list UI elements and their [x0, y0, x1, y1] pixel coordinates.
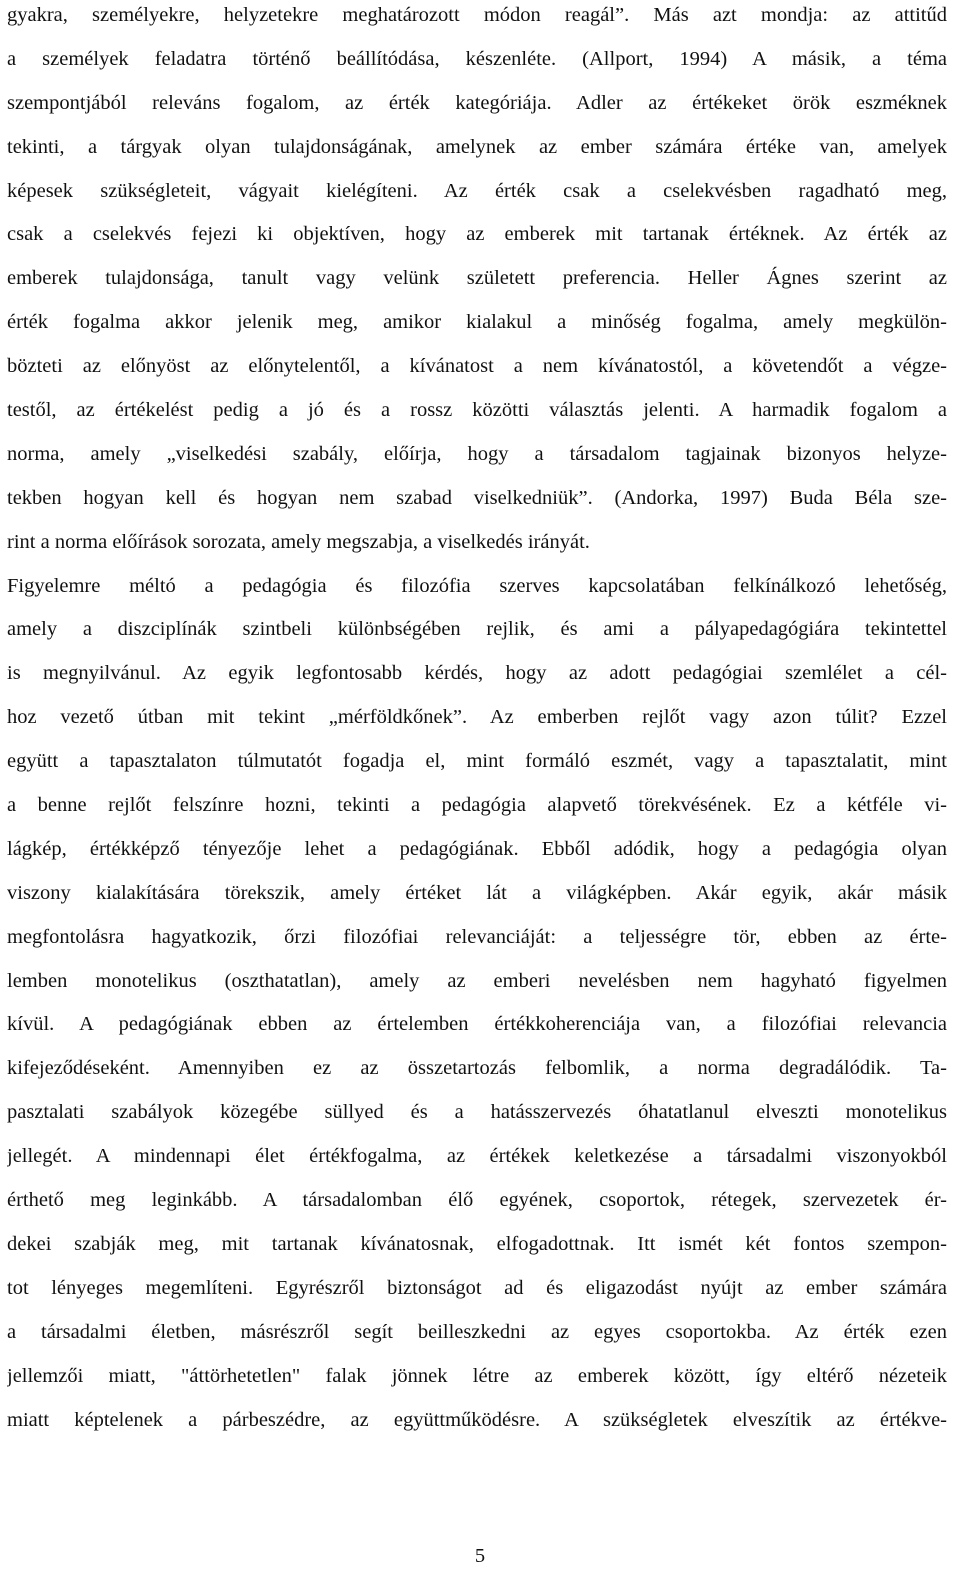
text-line: a társadalmi életben, másrészről segít beilleszkedni az egyes csoportokba. Az érték ezen: [7, 1320, 947, 1343]
text-line: is megnyilvánul. Az egyik legfontosabb kérdés, hogy az adott pedagógiai szemlélet a cél-: [7, 662, 947, 685]
text-line: Figyelemre méltó a pedagógia és filozófia szerves kapcsolatában felkínálkozó lehetőség,: [7, 574, 947, 597]
text-line: együtt a tapasztalaton túlmutatót fogadja el, mint formáló eszmét, vagy a tapasztalatit, mint: [7, 750, 947, 773]
text-line: testől, az értékelést pedig a jó és a rossz közötti választás jelenti. A harmadik fogalom a: [7, 399, 947, 422]
body-text: [7, 0, 947, 1448]
text-line: a benne rejlőt felszínre hozni, tekinti a pedagógia alapvető törekvésének. Ez a kétféle vi-: [7, 794, 947, 817]
text-line: bözteti az előnyöst az előnytelentől, a kívánatost a nem kívánatostól, a követendőt a végze-: [7, 355, 947, 378]
paragraph-2: [7, 571, 947, 1449]
text-line: emberek tulajdonsága, tanult vagy velünk született preferencia. Heller Ágnes szerint az: [7, 267, 947, 290]
text-line: viszony kialakítására törekszik, amely értéket lát a világképben. Akár egyik, akár másik: [7, 881, 947, 904]
text-line: érték fogalma akkor jelenik meg, amikor kialakul a minőség fogalma, amely megkülön-: [7, 311, 947, 334]
page-number: 5: [474, 1545, 486, 1567]
text-line: gyakra, személyekre, helyzetekre meghatározott módon reagál”. Más azt mondja: az attitűd: [7, 4, 947, 26]
text-line: amely a diszciplínák szintbeli különbségében rejlik, és ami a pályapedagógiára tekintettel: [7, 618, 947, 641]
text-line: tekben hogyan kell és hogyan nem szabad viselkedniük”. (Andorka, 1997) Buda Béla sze-: [7, 486, 947, 509]
text-line: rint a norma előírások sorozata, amely megszabja, a viselkedés irányát.: [7, 530, 590, 553]
text-line: lemben monotelikus (oszthatatlan), amely az emberi nevelésben nem hagyható figyelmen: [7, 969, 947, 992]
text-line: képesek szükségleteit, vágyait kielégíteni. Az érték csak a cselekvésben ragadható meg,: [7, 179, 947, 202]
text-line: kifejeződéseként. Amennyiben ez az összetartozás felbomlik, a norma degradálódik. Ta-: [7, 1057, 947, 1080]
text-line: megfontolásra hagyatkozik, őrzi filozófiai relevanciáját: a teljességre tör, ebben az érte-: [7, 925, 947, 948]
text-line: lágkép, értékképző tényezője lehet a pedagógiának. Ebből adódik, hogy a pedagógia olyan: [7, 837, 947, 860]
paragraph-1: [7, 0, 947, 571]
text-line: a személyek feladatra történő beállítódása, készenléte. (Allport, 1994) A másik, a téma: [7, 47, 947, 70]
text-line: szempontjából releváns fogalom, az érték kategóriája. Adler az értékeket örök eszméknek: [7, 91, 947, 114]
text-line: jellemzői miatt, "áttörhetetlen" falak jönnek létre az emberek között, így eltérő nézeteik: [7, 1364, 947, 1387]
text-line: dekei szabják meg, mit tartanak kívánatosnak, elfogadottnak. Itt ismét két fontos szempon-: [7, 1232, 947, 1255]
text-line: hoz vezető útban mit tekint „mérföldkőnek”. Az emberben rejlőt vagy azon túlit? Ezzel: [7, 706, 947, 729]
text-line: norma, amely „viselkedési szabály, előírja, hogy a társadalom tagjainak bizonyos helyze-: [7, 442, 947, 465]
text-line: érthető meg leginkább. A társadalomban élő egyének, csoportok, rétegek, szervezetek ér-: [7, 1189, 947, 1212]
text-line: miatt képtelenek a párbeszédre, az együttműködésre. A szükségletek elveszítik az értékve-: [7, 1408, 947, 1431]
text-line: kívül. A pedagógiának ebben az értelemben értékkoherenciája van, a filozófiai relevancia: [7, 1013, 947, 1036]
text-line: pasztalati szabályok közegébe süllyed és a hatásszervezés óhatatlanul elveszti monotelikus: [7, 1101, 947, 1124]
text-line: jellegét. A mindennapi élet értékfogalma, az értékek keletkezése a társadalmi viszonyokból: [7, 1145, 947, 1168]
text-line: csak a cselekvés fejezi ki objektíven, hogy az emberek mit tartanak értéknek. Az érték az: [7, 223, 947, 246]
text-line: tekinti, a tárgyak olyan tulajdonságának, amelynek az ember számára értéke van, amelyek: [7, 135, 947, 158]
text-line: tot lényeges megemlíteni. Egyrészről biztonságot ad és eligazodást nyújt az ember számára: [7, 1276, 947, 1299]
